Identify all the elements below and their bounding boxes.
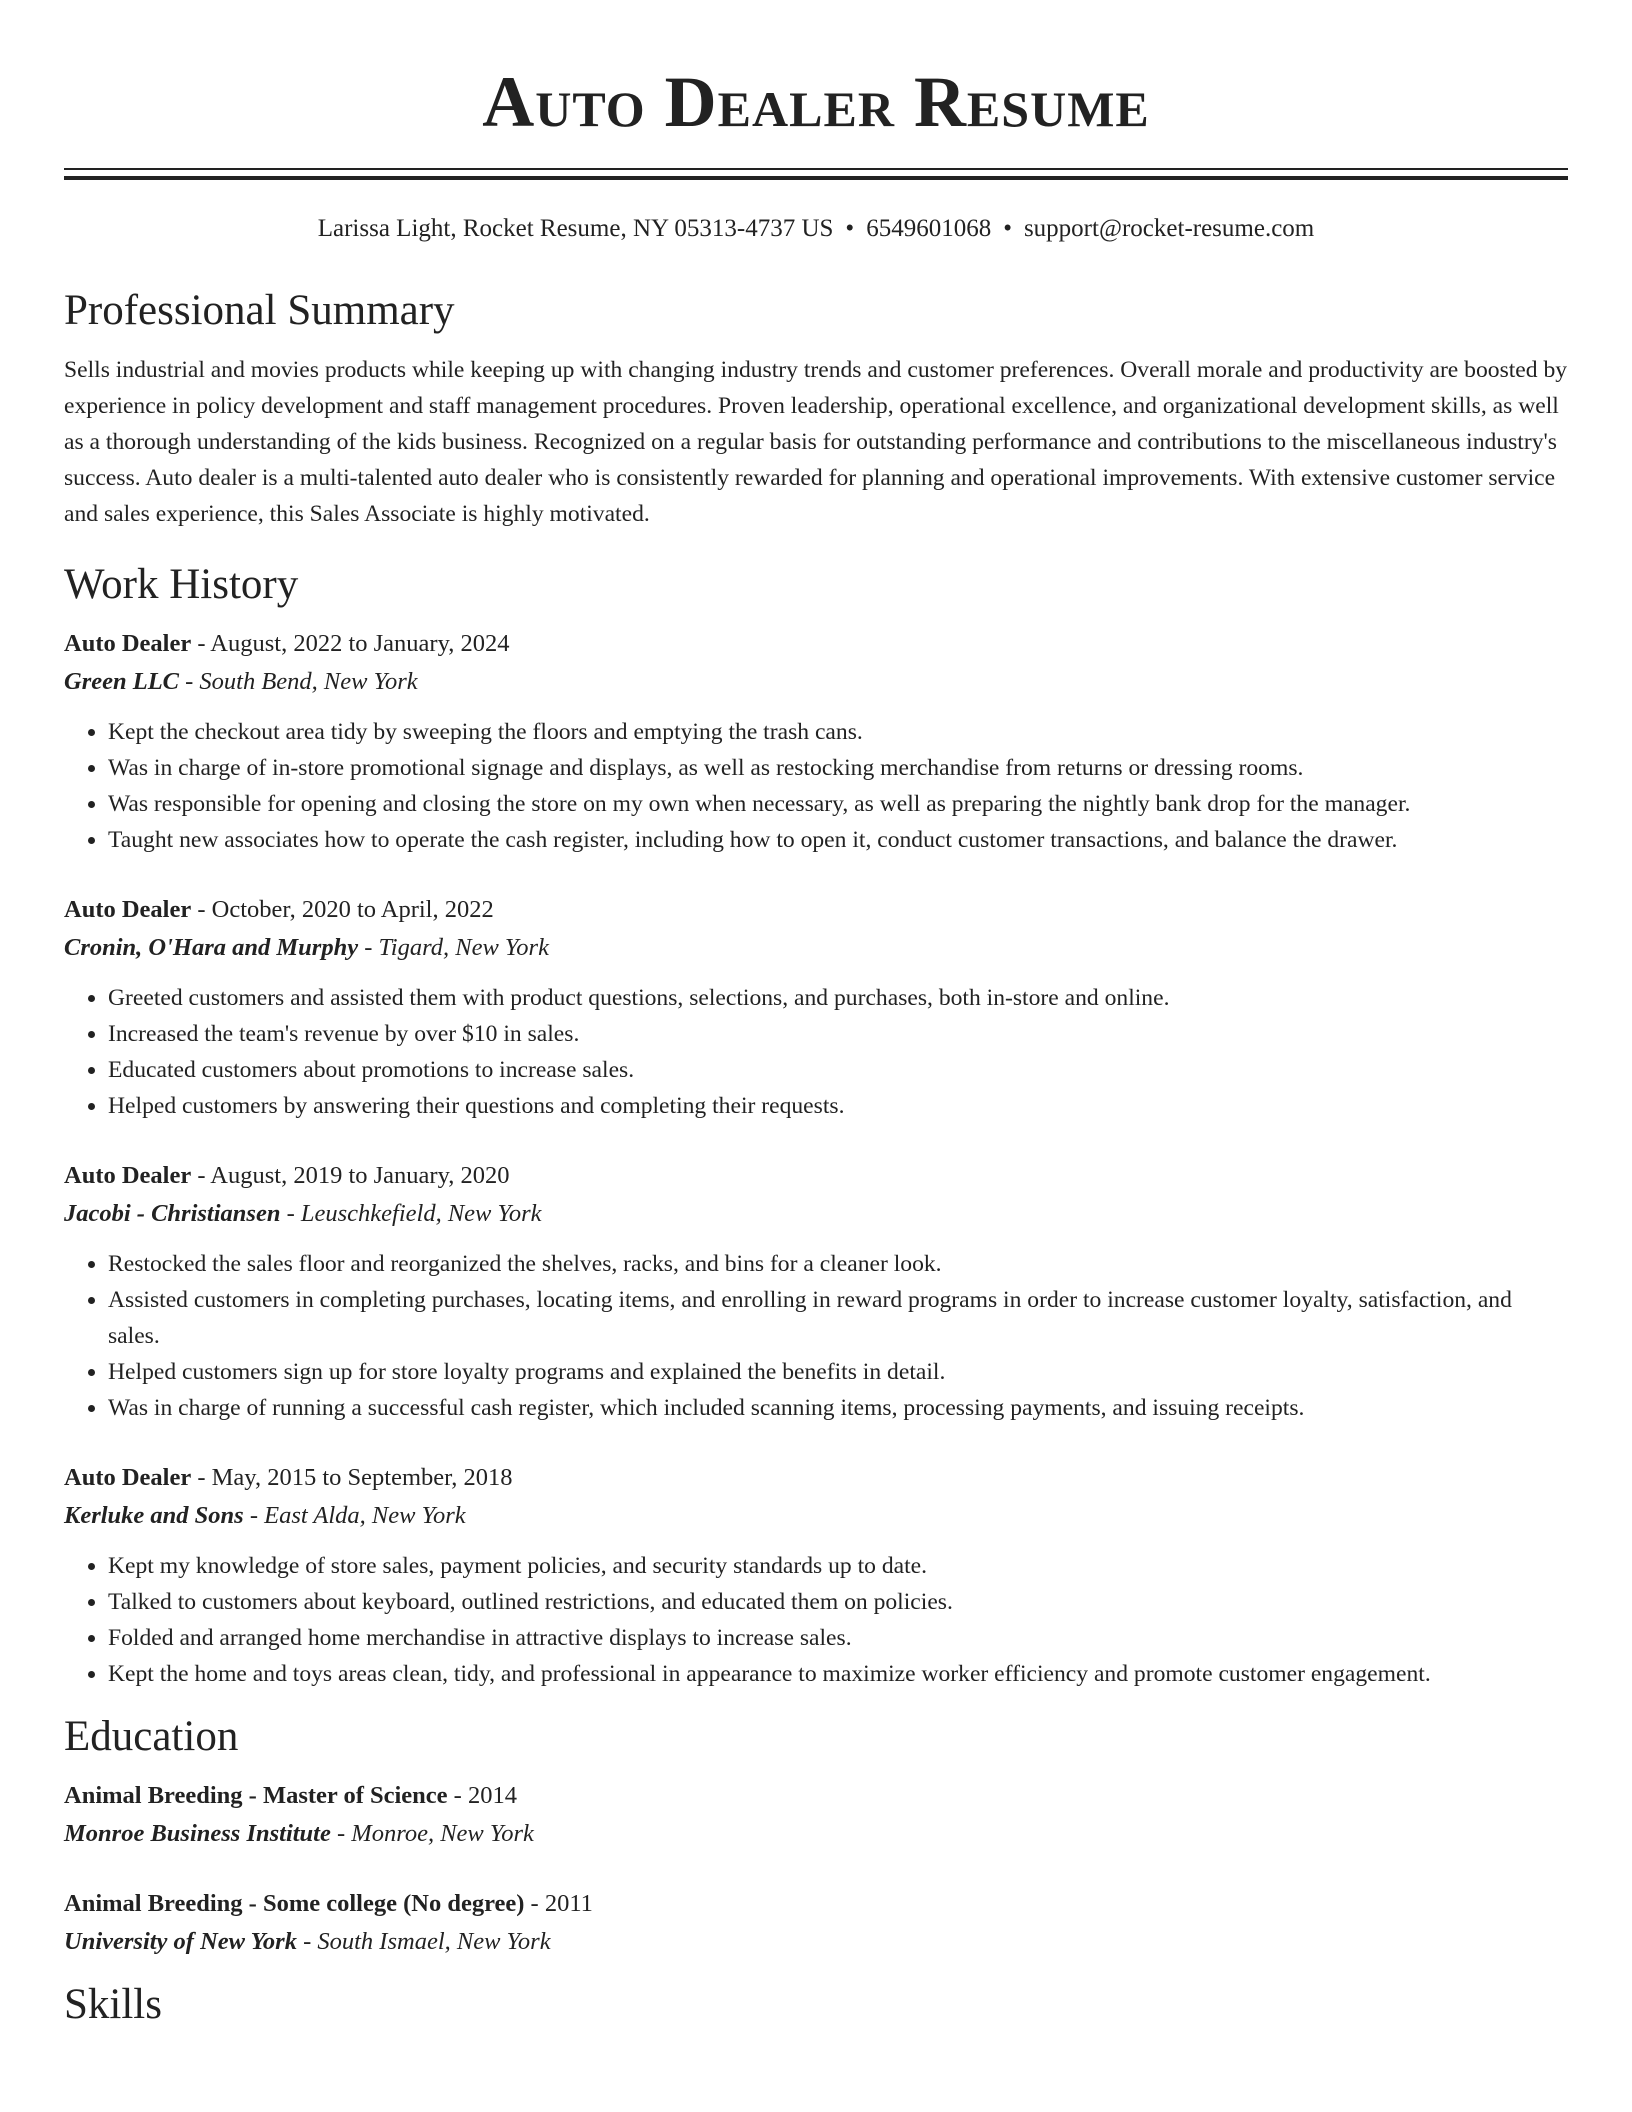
contact-line xyxy=(64,214,1568,244)
contact-phone: 6549601068 xyxy=(866,215,992,242)
education-degree-line xyxy=(64,1778,1568,1814)
education-degree: Animal Breeding - Some college (No degree) xyxy=(64,1890,525,1917)
job-company: Green LLC xyxy=(64,668,179,695)
summary-text: Sells industrial and movies products while keeping up with changing industry trends and customer preferences. Overall morale and productivity are boosted by experience in policy development and staff management procedures. Proven leadership, operational excellence, and organizational development skills, as well as a thorough understanding of the kids business. Recognized on a regular basis for outstanding performance and contributions to the miscellaneous industry's success. Auto dealer is a multi-talented auto dealer who is consistently rewarded for planning and operational improvements. With extensive customer service and sales experience, this Sales Associate is highly motivated. xyxy=(64,357,1568,527)
job-dates: - August, 2022 to January, 2024 xyxy=(191,630,510,657)
job-location: - Leuschkefield, New York xyxy=(280,1200,542,1227)
list-item: • Educated customers about promotions to increase sales. xyxy=(108,1052,1568,1088)
resume-title: Auto Dealer Resume xyxy=(482,62,1150,142)
title-divider-thick xyxy=(64,176,1568,180)
job-title-line xyxy=(64,626,1568,662)
education-entry xyxy=(64,1886,1568,1960)
education-degree: Animal Breeding - Master of Science xyxy=(64,1782,448,1809)
job-location: - South Bend, New York xyxy=(179,668,418,695)
job-company-line xyxy=(64,930,1568,966)
job-company-line xyxy=(64,1498,1568,1534)
contact-separator: • xyxy=(845,215,855,242)
list-item: • Kept the checkout area tidy by sweeping the floors and emptying the trash cans. xyxy=(108,714,1568,750)
job-title-line xyxy=(64,1158,1568,1194)
job-company: Kerluke and Sons xyxy=(64,1502,244,1529)
education-location: - South Ismael, New York xyxy=(296,1928,551,1955)
job-entry xyxy=(64,892,1568,1124)
job-title-line xyxy=(64,1460,1568,1496)
job-title-line xyxy=(64,892,1568,928)
list-item: • Assisted customers in completing purchases, locating items, and enrolling in reward programs in order to increase customer loyalty, satisfaction, and sales. xyxy=(108,1282,1568,1354)
education-entry xyxy=(64,1778,1568,1852)
job-role: Auto Dealer xyxy=(64,1464,192,1491)
list-item: • Was responsible for opening and closing the store on my own when necessary, as well as preparing the nightly bank drop for the manager. xyxy=(108,786,1568,822)
list-item: • Taught new associates how to operate the cash register, including how to open it, conduct customer transactions, and balance the drawer. xyxy=(108,822,1568,858)
job-role: Auto Dealer xyxy=(64,630,192,657)
job-bullets xyxy=(64,1246,1568,1426)
education-school: Monroe Business Institute xyxy=(64,1820,331,1847)
job-dates: - August, 2019 to January, 2020 xyxy=(191,1162,510,1189)
list-item: • Helped customers sign up for store loyalty programs and explained the benefits in detail. xyxy=(108,1354,1568,1390)
job-company: Jacobi - Christiansen xyxy=(64,1200,281,1227)
job-company-line xyxy=(64,664,1568,700)
job-entry xyxy=(64,1158,1568,1426)
education-degree-line xyxy=(64,1886,1568,1922)
list-item: • Folded and arranged home merchandise in attractive displays to increase sales. xyxy=(108,1620,1568,1656)
list-item: • Restocked the sales floor and reorganized the shelves, racks, and bins for a cleaner look. xyxy=(108,1246,1568,1282)
list-item: • Talked to customers about keyboard, outlined restrictions, and educated them on policies. xyxy=(108,1584,1568,1620)
list-item: • Increased the team's revenue by over $10 in sales. xyxy=(108,1016,1568,1052)
list-item: • Helped customers by answering their questions and completing their requests. xyxy=(108,1088,1568,1124)
education-heading: Education xyxy=(64,1713,239,1760)
list-item: • Was in charge of in-store promotional signage and displays, as well as restocking merchandise from returns or dressing rooms. xyxy=(108,750,1568,786)
education-school-line xyxy=(64,1816,1568,1852)
education-year: - 2014 xyxy=(447,1782,517,1809)
contact-separator: • xyxy=(1003,215,1012,242)
education-school-line xyxy=(64,1924,1568,1960)
job-entry xyxy=(64,626,1568,858)
job-bullets xyxy=(64,980,1568,1124)
list-item: • Greeted customers and assisted them with product questions, selections, and purchases, both in-store and online. xyxy=(108,980,1568,1016)
job-location: - Tigard, New York xyxy=(358,934,549,961)
contact-address: Larissa Light, Rocket Resume, NY 05313-4737 US xyxy=(317,215,834,242)
job-role: Auto Dealer xyxy=(64,1162,192,1189)
job-location: - East Alda, New York xyxy=(243,1502,466,1529)
education-location: - Monroe, New York xyxy=(330,1820,534,1847)
job-entry xyxy=(64,1460,1568,1692)
education-year: - 2011 xyxy=(524,1890,593,1917)
work-history-heading: Work History xyxy=(64,561,299,608)
job-bullets xyxy=(64,1548,1568,1692)
job-company-line xyxy=(64,1196,1568,1232)
summary-heading: Professional Summary xyxy=(64,287,455,334)
title-divider-thin xyxy=(64,168,1568,170)
skills-heading: Skills xyxy=(64,1981,162,2028)
job-company: Cronin, O'Hara and Murphy xyxy=(64,934,359,961)
job-role: Auto Dealer xyxy=(64,896,192,923)
job-bullets xyxy=(64,714,1568,858)
education-school: University of New York xyxy=(64,1928,297,1955)
list-item: • Was in charge of running a successful cash register, which included scanning items, processing payments, and issuing receipts. xyxy=(108,1390,1568,1426)
list-item: • Kept the home and toys areas clean, tidy, and professional in appearance to maximize worker efficiency and promote customer engagement. xyxy=(108,1656,1568,1692)
contact-email: support@rocket-resume.com xyxy=(1023,215,1315,242)
job-dates: - May, 2015 to September, 2018 xyxy=(191,1464,513,1491)
job-dates: - October, 2020 to April, 2022 xyxy=(191,896,494,923)
list-item: • Kept my knowledge of store sales, payment policies, and security standards up to date. xyxy=(108,1548,1568,1584)
